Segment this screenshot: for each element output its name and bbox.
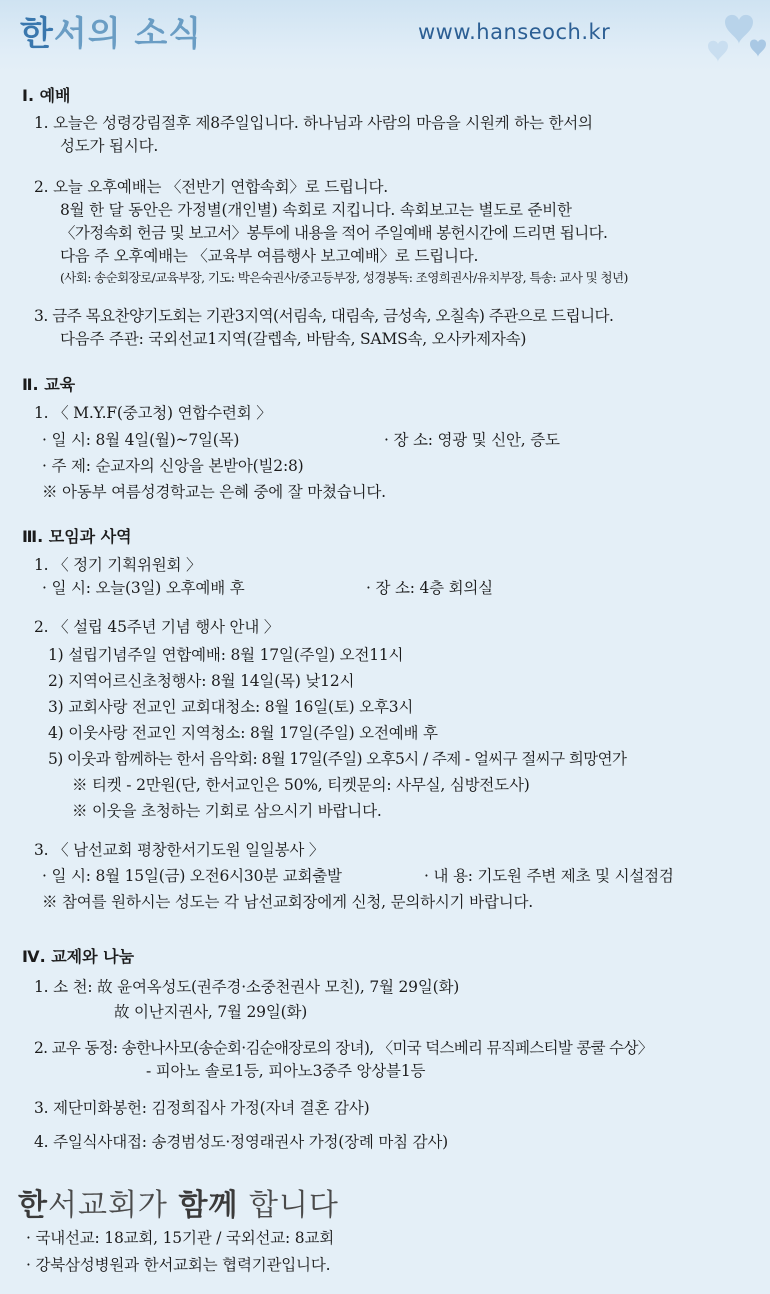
fellowship-altar-flowers: 3. 제단미화봉헌: 김정희집사 가정(자녀 결혼 감사) (34, 1099, 370, 1117)
section-meetings-title: Ⅲ. 모임과 사역 (22, 527, 132, 546)
fellowship-meal: 4. 주일식사대접: 송경범성도·정영래권사 가정(장례 마침 감사) (34, 1133, 449, 1151)
meeting-item-2: 2. 〈 설립 45주년 기념 행사 안내 〉 (34, 618, 280, 636)
volunteer-date: · 일 시: 8월 15일(금) 오전6시30분 교회출발 (42, 867, 342, 885)
anniversary-event-4: 4) 이웃사랑 전교인 지역청소: 8월 17일(주일) 오전예배 후 (48, 724, 438, 742)
concert-ticket-note: ※ 티켓 - 2만원(단, 한서교인은 50%, 티켓문의: 사무실, 심방전도사) (72, 776, 530, 794)
worship-item-3-cont: 다음주 주관: 국외선교1지역(갈렙속, 바탐속, SAMS속, 오사카제자속) (60, 330, 527, 348)
worship-item-3: 3. 금주 목요찬양기도회는 기관3지역(서림속, 대림속, 금성속, 오칠속) 주관으로 드립니다. (34, 307, 614, 325)
volunteer-note: ※ 참여를 원하시는 성도는 각 남선교회장에게 신청, 문의하시기 바랍니다. (42, 893, 533, 911)
header-banner (0, 0, 770, 72)
title-rest: 서의 소식 (53, 14, 203, 54)
education-theme: · 주 제: 순교자의 신앙을 본받아(빌2:8) (42, 457, 304, 475)
anniversary-event-2: 2) 지역어르신초청행사: 8월 14일(목) 낮12시 (48, 672, 355, 690)
footer-mission-line: · 국내선교: 18교회, 15기관 / 국외선교: 8교회 (26, 1229, 335, 1247)
meeting-item-3: 3. 〈 남선교회 평창한서기도원 일일봉사 〉 (34, 841, 325, 859)
concert-invite-note: ※ 이웃을 초청하는 기회로 삼으시기 바랍니다. (72, 802, 382, 820)
anniversary-event-1: 1) 설립기념주일 연합예배: 8월 17일(주일) 오전11시 (48, 646, 404, 664)
worship-item-2-line-3: 〈가정속회 헌금 및 보고서〉봉투에 내용을 적어 주일예배 봉헌시간에 드리면 됩니다. (60, 224, 608, 242)
section-fellowship-title: Ⅳ. 교제와 나눔 (22, 947, 135, 966)
fellowship-news-2: - 피아노 솔로1등, 피아노3중주 앙상블1등 (146, 1062, 426, 1080)
volunteer-content: · 내 용: 기도원 주변 제초 및 시설점검 (424, 867, 674, 885)
section-worship-title: Ⅰ. 예배 (22, 86, 71, 105)
education-place: · 장 소: 영광 및 신안, 증도 (384, 431, 560, 449)
anniversary-event-3: 3) 교회사랑 전교인 교회대청소: 8월 16일(토) 오후3시 (48, 698, 414, 716)
hearts-decoration-icon (650, 0, 770, 70)
website-url[interactable]: www.hanseoch.kr (418, 20, 611, 44)
footer-partner-line: · 강북삼성병원과 한서교회는 협력기관입니다. (26, 1256, 331, 1274)
education-date: · 일 시: 8월 4일(월)~7일(목) (42, 431, 240, 449)
title-accent: 한 (20, 14, 54, 54)
education-item-1: 1. 〈 M.Y.F(중고청) 연합수련회 〉 (34, 404, 272, 422)
page-title (20, 6, 202, 55)
worship-item-2: 2. 오늘 오후예배는 〈전반기 연합속회〉로 드립니다. (34, 178, 389, 196)
worship-item-2-line-2: 8월 한 달 동안은 가정별(개인별) 속회로 지킵니다. 속회보고는 별도로 준비한 (60, 201, 572, 219)
meeting-1-place: · 장 소: 4층 회의실 (366, 579, 493, 597)
worship-item-1-cont: 성도가 됩시다. (60, 137, 159, 155)
fellowship-obituary: 1. 소 천: 故 윤여옥성도(권주경·소중천권사 모친), 7월 29일(화) (34, 978, 460, 996)
worship-item-2-roles: (사회: 송순회장로/교육부장, 기도: 박은숙권사/중고등부장, 성경봉독: 조영희권사/유치부장, 특송: 교사 및 청년) (60, 270, 628, 285)
fellowship-obituary-2: 故 이난지권사, 7월 29일(화) (114, 1003, 308, 1021)
meeting-item-1: 1. 〈 정기 기획위원회 〉 (34, 556, 202, 574)
fellowship-news: 2. 교우 동정: 송한나사모(송순회·김순애장로의 장녀), 〈미국 덕스베리 뮤직페스티발 콩쿨 수상〉 (34, 1039, 653, 1057)
footer-title: 한서교회가 함께 합니다 (18, 1188, 339, 1223)
section-education-title: Ⅱ. 교육 (22, 375, 76, 394)
worship-item-1: 1. 오늘은 성령강림절후 제8주일입니다. 하나님과 사람의 마음을 시원케 하는 한서의 (34, 114, 593, 132)
education-note: ※ 아동부 여름성경학교는 은혜 중에 잘 마쳤습니다. (42, 483, 386, 501)
worship-item-2-line-4: 다음 주 오후예배는 〈교육부 여름행사 보고예배〉로 드립니다. (60, 247, 479, 265)
anniversary-event-5: 5) 이웃과 함께하는 한서 음악회: 8월 17일(주일) 오후5시 / 주제 - 얼씨구 절씨구 희망연가 (48, 750, 627, 768)
meeting-1-date: · 일 시: 오늘(3일) 오후예배 후 (42, 579, 245, 597)
